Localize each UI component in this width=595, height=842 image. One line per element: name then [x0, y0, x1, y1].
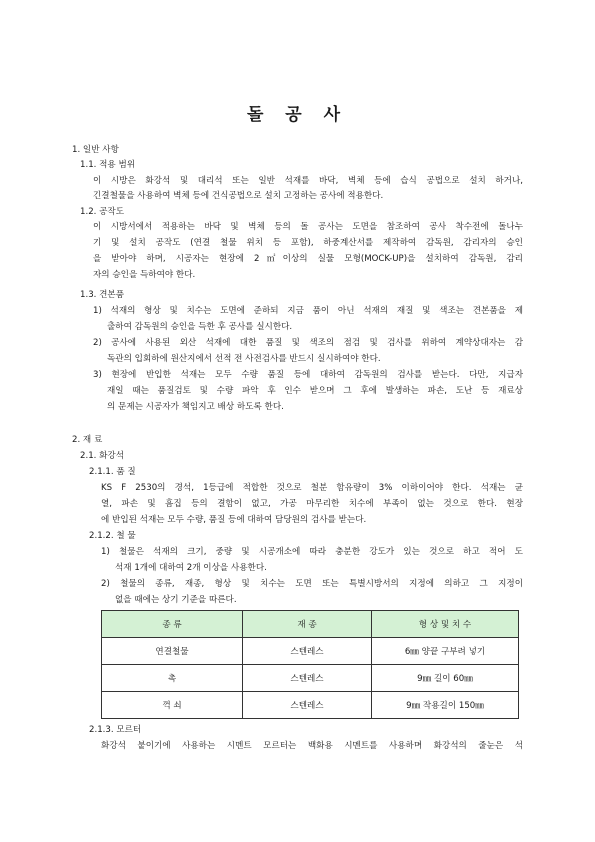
paragraph-line: 이 시방은 화강석 및 대리석 또는 일반 석재를 바닥, 벽체 등에 습식 공법으로 설치 하거나, [93, 176, 523, 186]
subsubsection-heading: 2.1.3. 모르터 [89, 725, 142, 735]
table-row [102, 692, 519, 719]
paragraph-line: 자의 승인을 득하여야 한다. [93, 270, 196, 280]
list-item: 2) 철물의 종류, 재종, 형상 및 치수는 도면 또는 특별시방서의 지정에 의하고 그 지정이 [101, 579, 523, 589]
list-item-continuation: 재일 때는 품질검토 및 수량 파악 후 인수 받으며 그 후에 발생하는 파손, 도난 등 재료상 [107, 386, 523, 396]
paragraph-line: 긴결철물을 사용하여 벽체 등에 건식공법으로 설치 고정하는 공사에 적용한다. [93, 191, 384, 201]
table-header-cell: 종 류 [102, 611, 243, 638]
table-cell: 스텐레스 [243, 638, 372, 665]
section-heading: 2. 재 료 [72, 435, 103, 445]
subsection-heading: 1.3. 견본품 [80, 290, 125, 300]
subsection-heading: 2.1. 화강석 [80, 451, 125, 461]
table-cell: 6㎜ 양끝 구부려 넣기 [372, 638, 519, 665]
document-title: 돌 공 사 [246, 105, 349, 125]
table-header-cell: 형 상 및 치 수 [372, 611, 519, 638]
list-item: 3) 현장에 반입한 석재는 모두 수량 품질 등에 대하여 감독원의 검사를 받는다. 다만, 지급자 [93, 370, 523, 380]
list-item-continuation: 출하여 감독원의 승인을 득한 후 공사를 실시한다. [107, 322, 293, 332]
list-item-continuation: 독관의 입회하에 원산지에서 선적 전 사전검사를 반드시 실시하여야 한다. [107, 354, 381, 364]
paragraph-line: 열, 파손 및 흠집 등의 결함이 없고, 가공 마무리한 치수에 부족이 없는 것으로 한다. 현장 [101, 499, 523, 509]
table-cell: 연결철물 [102, 638, 243, 665]
list-item: 1) 철물은 석재의 크기, 중량 및 시공개소에 따라 충분한 강도가 있는 것으로 하고 적어 도 [101, 547, 523, 557]
paragraph-line: 을 받아야 하며, 시공자는 현장에 2㎡이상의 실물 모형(MOCK-UP)을 설치하여 감독원, 감리 [93, 254, 523, 264]
subsection-heading: 1.2. 공작도 [80, 207, 125, 217]
section-heading: 1. 일반 사항 [72, 145, 119, 155]
subsubsection-heading: 2.1.2. 철 물 [89, 531, 136, 541]
table-cell: 9㎜ 길이 60㎜ [372, 665, 519, 692]
list-item: 1) 석재의 형상 및 치수는 도면에 준하되 지금 품이 아닌 석재의 재질 및 색조는 견본품을 제 [93, 306, 523, 316]
table-cell: 촉 [102, 665, 243, 692]
paragraph-line: 화강석 붙이기에 사용하는 시멘트 모르터는 백화용 시멘트를 사용하며 화강석의 줄눈은 석 [101, 741, 523, 751]
table-cell: 스텐레스 [243, 692, 372, 719]
table-row [102, 665, 519, 692]
table-header-cell: 재 종 [243, 611, 372, 638]
list-item-continuation: 석재 1개에 대하여 2개 이상을 사용한다. [115, 563, 267, 573]
table-cell: 꺽 쇠 [102, 692, 243, 719]
table-header-row [102, 611, 519, 638]
subsection-heading: 1.1. 적용 범위 [80, 160, 136, 170]
paragraph-line: 에 반입된 석재는 모두 수량, 품질 등에 대하여 담당원의 검사를 받는다. [101, 515, 367, 525]
subsubsection-heading: 2.1.1. 품 질 [89, 467, 136, 477]
paragraph-line: 이 시방서에서 적용하는 바닥 및 벽체 등의 돌 공사는 도면을 참조하여 공사 착수전에 돌나누 [93, 222, 523, 232]
table-row [102, 638, 519, 665]
paragraph-line: KS F 2530의 경석, 1등급에 적합한 것으로 철분 함유량이 3% 이하이어야 한다. 석재는 균 [101, 483, 523, 493]
table-cell: 9㎜ 작용길이 150㎜ [372, 692, 519, 719]
table-cell: 스텐레스 [243, 665, 372, 692]
list-item-continuation: 없을 때에는 상기 기준을 따른다. [115, 595, 237, 605]
hardware-spec-table [101, 610, 519, 719]
list-item: 2) 공사에 사용된 외산 석재에 대한 품질 및 색조의 점검 및 검사를 위하여 계약상대자는 감 [93, 338, 523, 348]
list-item-continuation: 의 문제는 시공자가 책임지고 배상 하도록 한다. [107, 402, 284, 412]
paragraph-line: 기 및 설치 공작도 (연결 철물 위치 등 포함), 하중계산서를 제작하여 감독원, 감리자의 승인 [93, 238, 523, 248]
